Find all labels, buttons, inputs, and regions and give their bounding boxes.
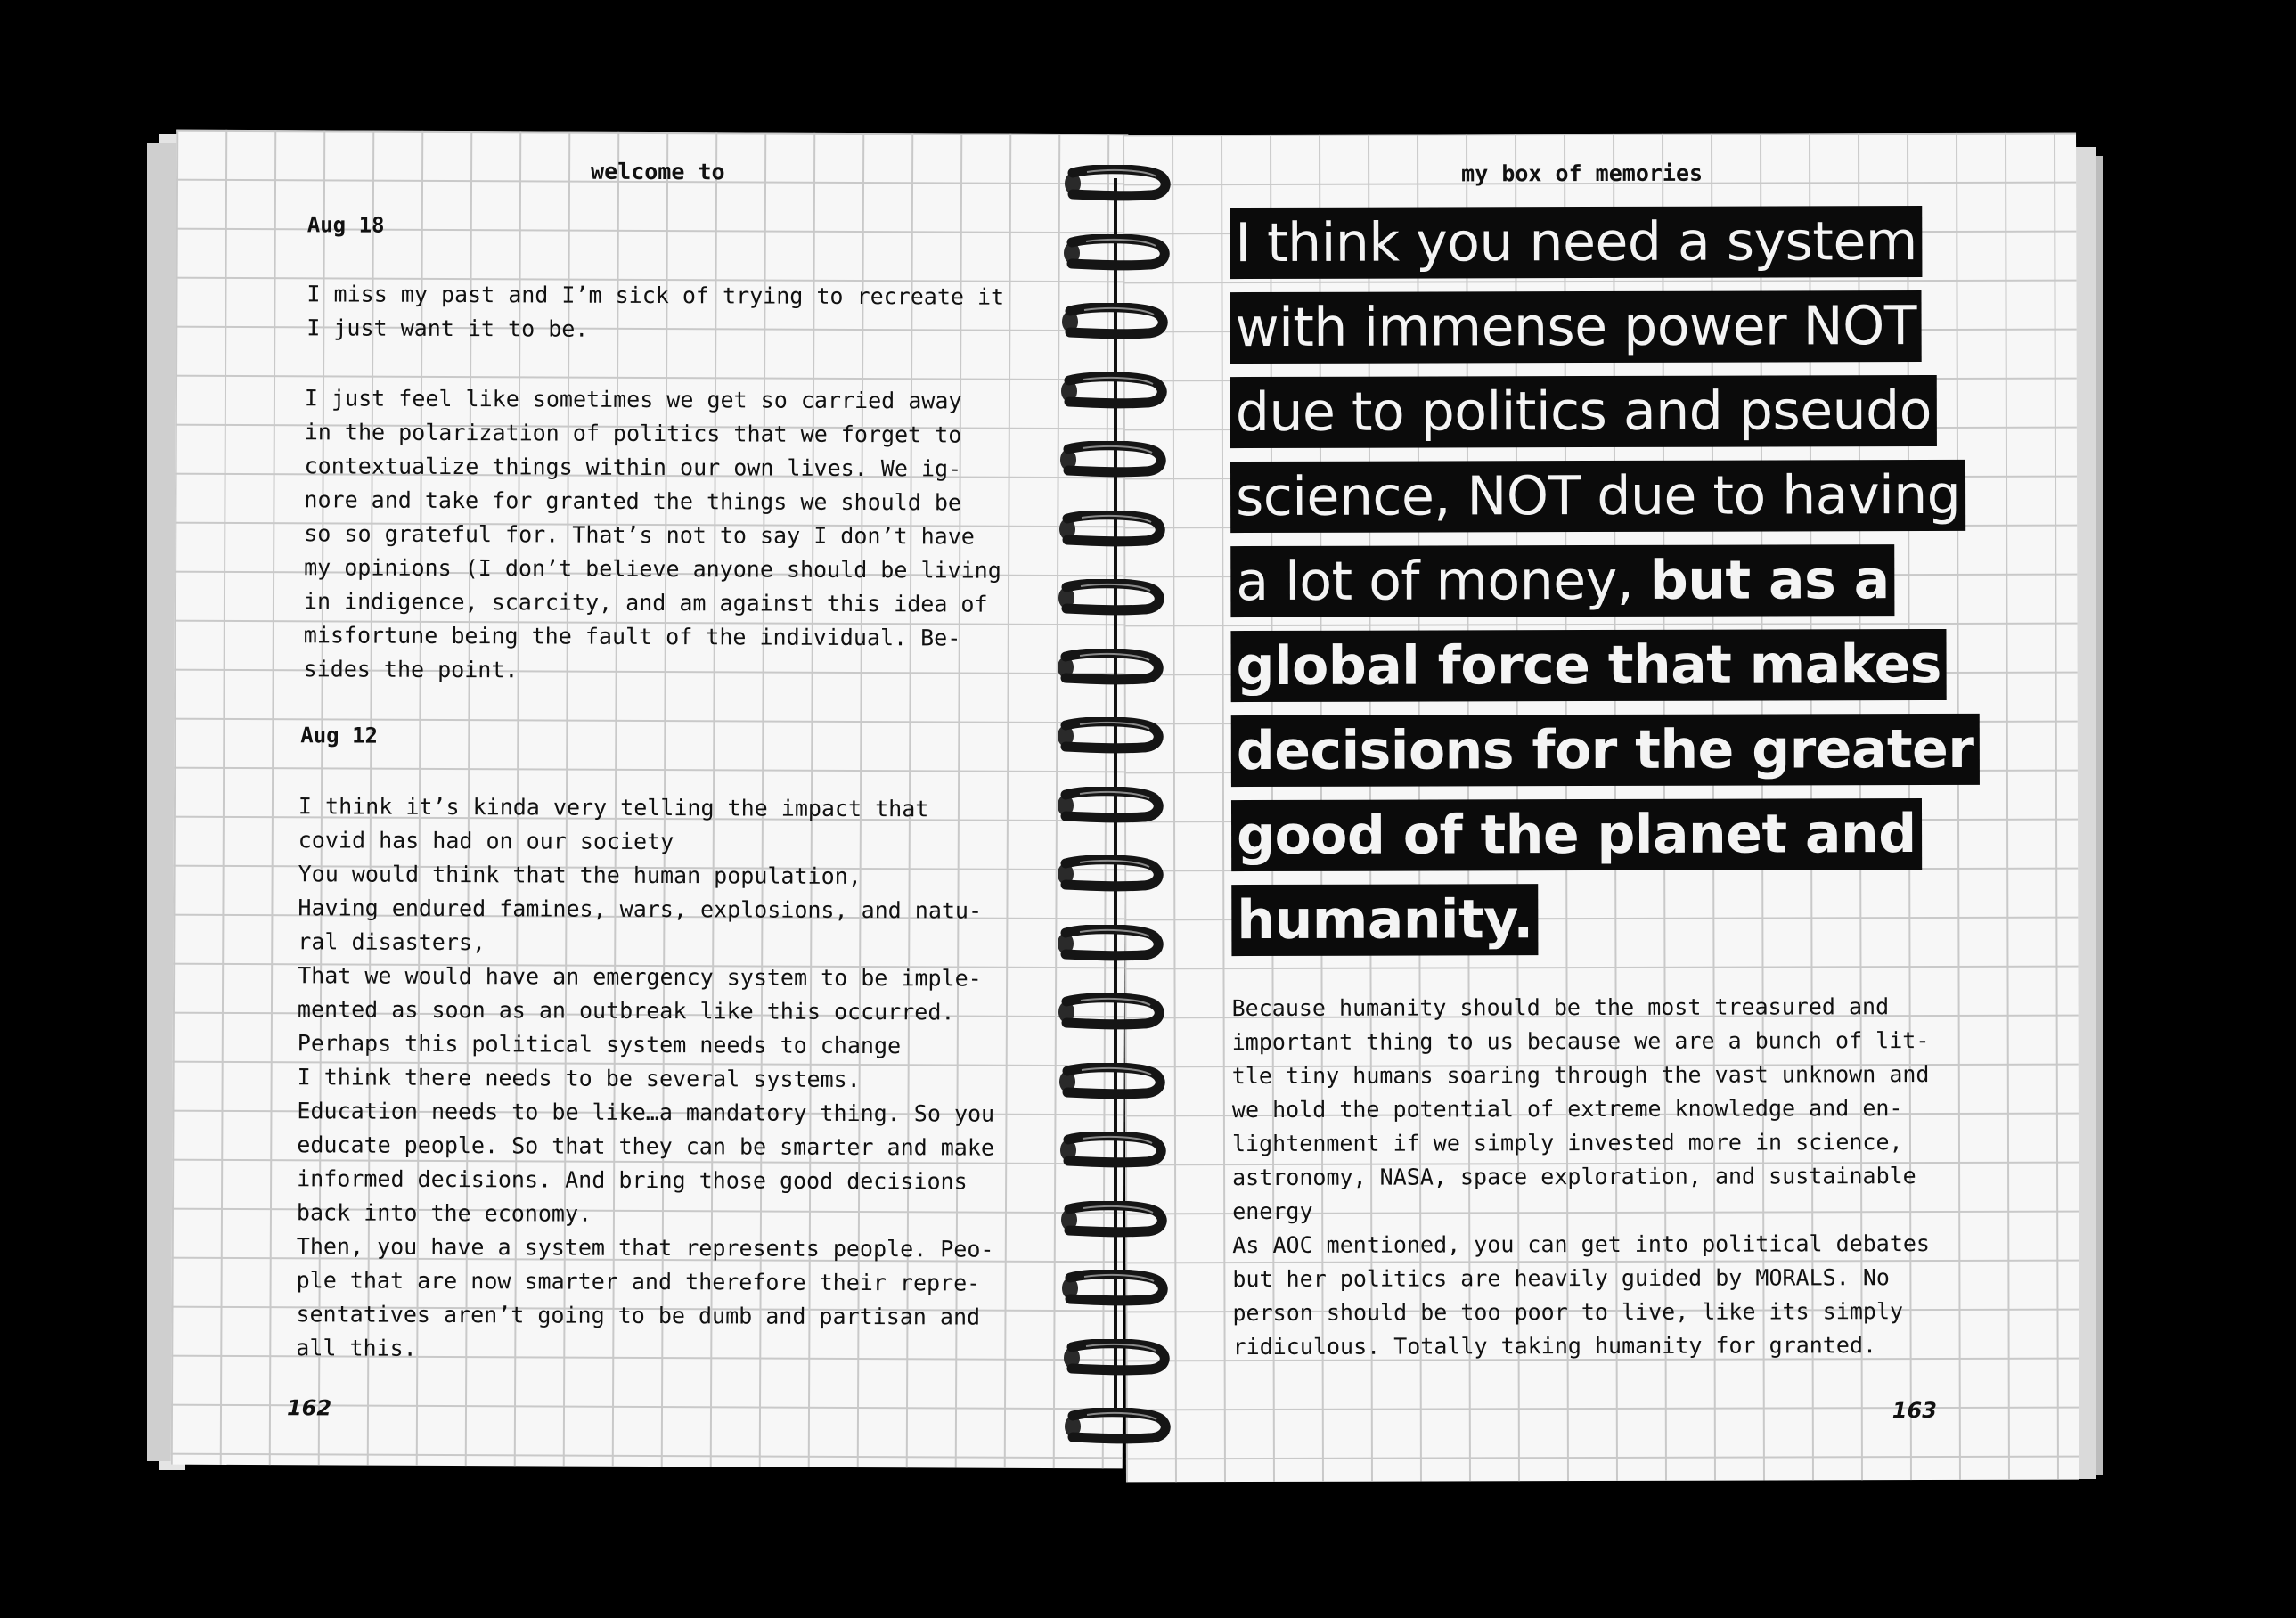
- spiral-coil: [1055, 511, 1171, 548]
- spiral-coil: [1056, 441, 1172, 478]
- spiral-coil: [1059, 1339, 1175, 1377]
- quote-line: [1230, 375, 1937, 448]
- quote-bold-text: global force that makes: [1236, 633, 1942, 699]
- spiral-coil: [1060, 165, 1176, 202]
- right-page-header: my box of memories: [1461, 159, 1704, 187]
- spiral-coil: [1056, 1132, 1172, 1169]
- entry-paragraph: [296, 789, 995, 1368]
- quote-text: due to politics and pseudo: [1235, 380, 1932, 445]
- entry-paragraph: [304, 381, 1002, 689]
- right-page: [1123, 133, 2079, 1483]
- spiral-coil: [1058, 303, 1173, 340]
- paragraph-text: I just feel like sometimes we get so carried away in the polarization of politics that we forget to contextualize things within our own lives. We ig- nore and take for granted the things we should be so so grateful for. That’s not to say I don’t have my opinions (I don’t believe anyone should be living in indigence, scarcity, and am against this idea of misfortune being the fault of the individual. Be- sides the point.: [303, 385, 1001, 683]
- quote-bold-text: but as a: [1649, 549, 1890, 612]
- paragraph-text: I think it’s kinda very telling the impact that covid has had on our society You would think that the human population, Having endured famines, wars, explosions, and natu- ral disasters, That we would have an emergency system to be imple- mented as soon as an outbreak like this occurred. Perhaps this political system needs to change I think there needs to be several systems. Education needs to be like…a mandatory thing. So you educate people. So that they can be smarter and make informed decisions. And bring those good decisions back into the economy. Then, you have a system that represents people. Peo- ple that are now smarter and therefore their repre- sentatives aren’t going to be dumb and partisan and all this.: [296, 793, 995, 1361]
- quote-text: a lot of money,: [1236, 549, 1650, 614]
- entry-date: Aug 12: [300, 723, 379, 748]
- highlighted-quote: [1230, 206, 1980, 969]
- page-number: 163: [1892, 1398, 1937, 1424]
- left-page: [171, 130, 1129, 1469]
- quote-line: [1230, 629, 1947, 702]
- body-paragraph: [1232, 990, 1931, 1364]
- quote-text: with immense power NOT: [1235, 295, 1917, 360]
- quote-line: [1230, 290, 1922, 364]
- spiral-coil: [1054, 579, 1170, 617]
- entry-paragraph: [306, 277, 1004, 347]
- spiral-coil: [1053, 855, 1169, 893]
- spiral-coil: [1053, 925, 1169, 962]
- quote-line: [1231, 884, 1539, 956]
- quote-line: [1230, 460, 1965, 533]
- page-number: 162: [286, 1395, 332, 1421]
- spiral-coil: [1053, 787, 1169, 824]
- spiral-coil: [1058, 1270, 1173, 1307]
- spiral-coil: [1053, 649, 1169, 686]
- left-page-header: welcome to: [591, 158, 725, 185]
- spiral-binding: [1060, 165, 1194, 1430]
- quote-text: science, NOT due to having: [1235, 463, 1961, 529]
- spiral-coil: [1057, 1201, 1173, 1238]
- quote-line: [1231, 714, 1980, 787]
- spiral-coil: [1053, 717, 1169, 755]
- spiral-coil: [1059, 234, 1175, 272]
- spiral-coil: [1055, 1063, 1171, 1100]
- quote-bold-text: decisions for the greater: [1236, 717, 1974, 783]
- quote-bold-text: good of the planet and: [1236, 803, 1916, 868]
- quote-text: I think you need a system: [1235, 210, 1917, 275]
- quote-line: [1231, 798, 1922, 871]
- quote-line: [1230, 206, 1923, 279]
- paragraph-text: Because humanity should be the most treasured and important thing to us because we are a bunch of lit- tle tiny humans soaring through the vast unknown and we hold the potential of extreme knowledge and en- lightenment if we simply invested more in science, astronomy, NASA, space exploration, and sustainable energy As AOC mentioned, you can get into political debates but her politics are heavily guided by MORALS. No person should be too poor to live, like its simply ridiculous. Totally taking humanity for granted.: [1231, 993, 1930, 1361]
- entry-date: Aug 18: [306, 212, 385, 238]
- spiral-coil: [1054, 993, 1170, 1031]
- quote-bold-text: humanity.: [1237, 888, 1533, 952]
- quote-line: [1230, 544, 1895, 617]
- spiral-coil: [1060, 1408, 1176, 1445]
- spiral-coil: [1057, 372, 1173, 410]
- paragraph-text: I miss my past and I’m sick of trying to recreate it I just want it to be.: [306, 281, 1005, 342]
